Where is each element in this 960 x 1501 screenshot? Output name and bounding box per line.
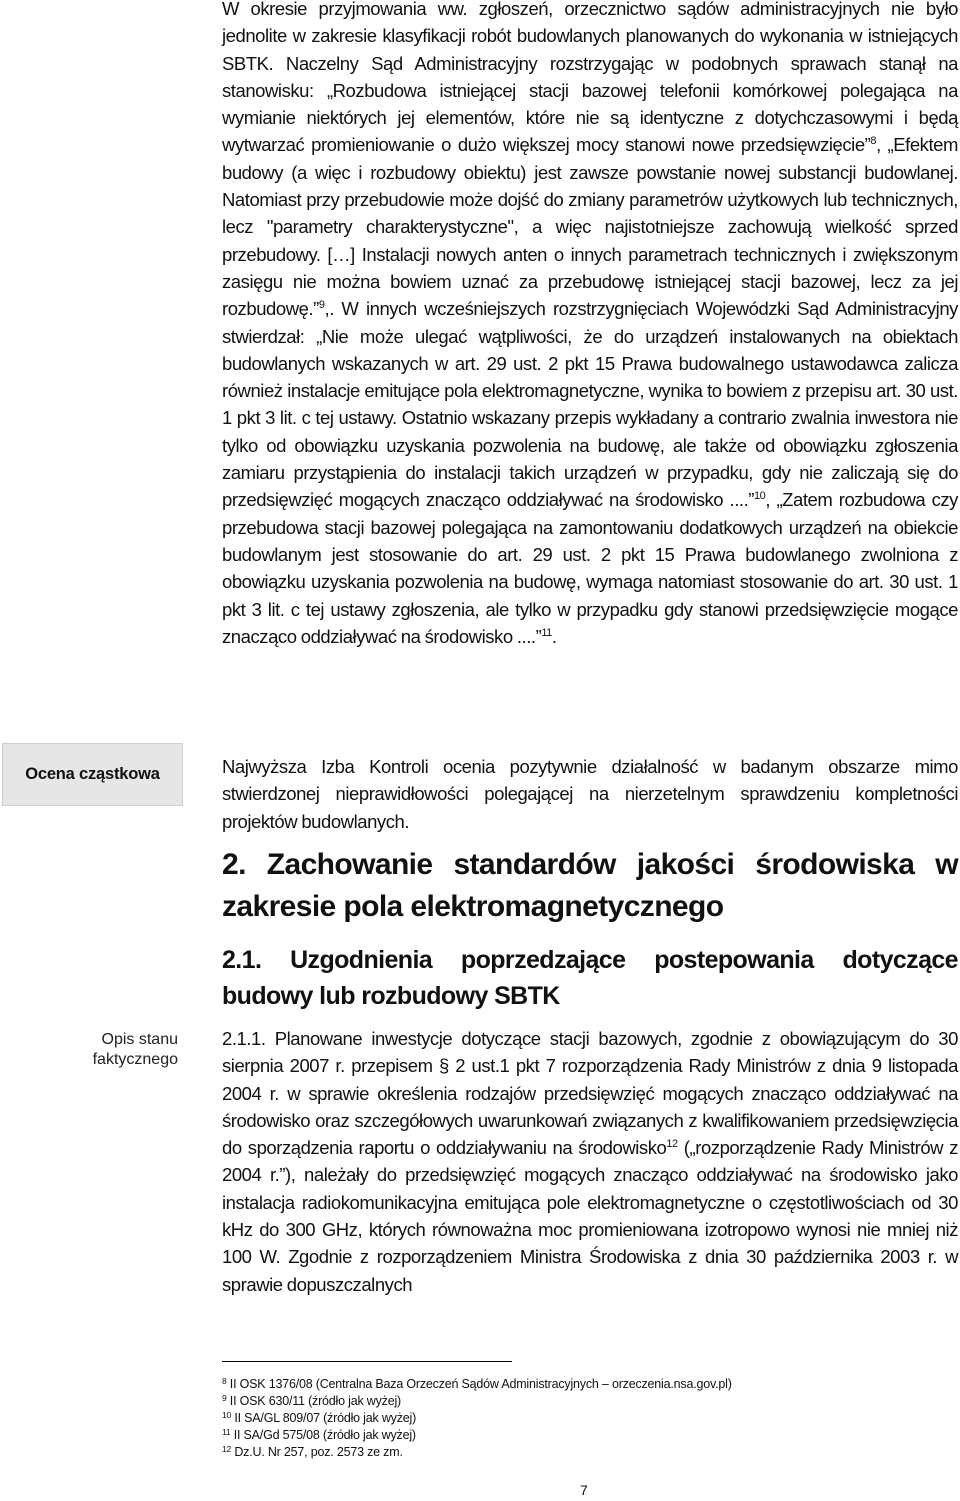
- footnote: [222, 1444, 958, 1461]
- footnote-ref-11: 11: [541, 626, 552, 639]
- footnote-ref-10: 10: [754, 490, 766, 503]
- footnote-number: 9: [222, 1393, 227, 1403]
- subsection-heading: 2.1. Uzgodnienia poprzedzające postepowania dotyczące budowy lub rozbudowy SBTK: [222, 946, 958, 1010]
- footnote-text: II SA/Gd 575/08 (źródło jak wyżej): [230, 1428, 416, 1442]
- footnotes-list: [222, 1376, 958, 1461]
- paragraph-planned-investments: [222, 1025, 958, 1298]
- paragraph-court-rulings: [222, 0, 958, 650]
- paragraph-assessment: Najwyższa Izba Kontroli ocenia pozytywnie działalność w badanym obszarze mimo stwierdzonej nieprawidłowości polegającej na nierzetelnym sprawdzeniu kompletności projektów budowlanych.: [222, 756, 958, 832]
- text-run: , „Efektem budowy (a więc i rozbudowy obiektu) jest zawsze powstanie nowej substancji budowlanej. Natomiast przy przebudowie może dojść do zmiany parametrów użytkowych lub technicznych, lecz "parametry charakterystyczne", a więc najistotniejsze zachowują wielkość sprzed przebudowy. […] Instalacji nowych anten o innych parametrach technicznych i zwiększonym zasięgu nie można bowiem uznać za przebudowę istniejącej stacji bazowej, lecz za jej rozbudowę.”: [222, 134, 958, 320]
- section-heading: 2. Zachowanie standardów jakości środowiska w zakresie pola elektromagnetycznego: [222, 848, 958, 923]
- footnote-text: II SA/GL 809/07 (źródło jak wyżej): [231, 1411, 417, 1425]
- footnote-ref-9: 9: [318, 299, 325, 312]
- footnote-text: II OSK 630/11 (źródło jak wyżej): [226, 1394, 402, 1408]
- footnote: [222, 1376, 958, 1393]
- footnote: [222, 1410, 958, 1427]
- margin-note-line1: Opis stanu: [101, 1031, 178, 1048]
- margin-note-line2: faktycznego: [92, 1051, 178, 1068]
- footnote-number: 11: [222, 1427, 231, 1437]
- text-run: 2.1.1. Planowane inwestycje dotyczące stacji bazowych, zgodnie z obowiązującym do 30 sierpnia 2007 r. przepisem § 2 ust.1 pkt 7 rozporządzenia Rady Ministrów z dnia 9 listopada 2004 r. w sprawie określenia rodzajów przedsięwzięć mogących znacząco oddziaływać na środowisko oraz szczegółowych uwarunkowań związanych z kwalifikowaniem przedsięwzięcia do sporządzenia raportu o oddziaływaniu na środowisko: [222, 1028, 958, 1159]
- text-run: („rozporządzenie Rady Ministrów z 2004 r.”), należały do przedsięwzięć mogących znacząco oddziaływać na środowisko jako instalacja radiokomunikacyjna emitująca pole elektromagnetyczne o częstotliwościach od 30 kHz do 300 GHz, których równoważna moc promieniowana izotropowo wynosi nie mniej niż 100 W. Zgodnie z rozporządzeniem Ministra Środowiska z dnia 30 października 2003 r. w sprawie dopuszczalnych: [222, 1137, 959, 1295]
- margin-note: [60, 1030, 178, 1070]
- footnote-number: 8: [222, 1376, 227, 1386]
- margin-sidebar: [0, 0, 200, 1501]
- footnote-separator: [222, 1361, 512, 1362]
- footnote-text: II OSK 1376/08 (Centralna Baza Orzeczeń Sądów Administracyjnych – orzeczenia.nsa.gov.pl): [226, 1377, 732, 1391]
- text-run: , „Zatem rozbudowa czy przebudowa stacji bazowej polegająca na zamontowaniu dodatkowych urządzeń na obiekcie budowlanym jest stosowanie do art. 29 ust. 2 pkt 15 Prawa budowlanego zwolniona z obowiązku uzyskania pozwolenia na budowę, wymaga natomiast stosowanie do art. 30 ust. 1 pkt 3 lit. c tej ustawy zgłoszenia, ale tylko w przypadku gdy stanowi przedsięwzięcie mogące znacząco oddziaływać na środowisko ....”: [222, 489, 958, 647]
- page-number: 7: [580, 1482, 588, 1498]
- text-run: ,. W innych wcześniejszych rozstrzygnięciach Wojewódzki Sąd Administracyjny stwierdzał: „Nie może ulegać wątpliwości, że do urządzeń instalowanych na obiektach budowlanych wskazanych w art. 29 ust. 2 pkt 15 Prawa budowalnego ustawodawca zalicza również instalacje emitujące pola elektromagnetyczne, wynika to bowiem z przepisu art. 30 ust. 1 pkt 3 lit. c tej ustawy. Ostatnio wskazany przepis wykładany a contrario zwalnia inwestora nie tylko od obowiązku uzyskania pozwolenia na budowę, ale także od obowiązku zgłoszenia zamiaru przystąpienia do instalacji takich urządzeń w przypadku, gdy nie zaliczają się do przedsięwzięć mogących znacząco oddziaływać na środowisko ....”: [222, 298, 958, 511]
- footnote-number: 10: [222, 1410, 232, 1420]
- section-label: Ocena cząstkowa: [25, 765, 160, 783]
- footnote-ref-8: 8: [870, 135, 877, 148]
- section-label-box: [2, 743, 183, 806]
- text-run: W okresie przyjmowania ww. zgłoszeń, orzecznictwo sądów administracyjnych nie było jednolite w zakresie klasyfikacji robót budowlanych planowanych do wykonania w istniejących SBTK. Naczelny Sąd Administracyjny rozstrzygając w podobnych sprawach stanął na stanowisku: „Rozbudowa istniejącej stacji bazowej telefonii komórkowej polegająca na wymianie niektórych jej elementów, które nie są identyczne z dotychczasowymi i będą wytwarzać promieniowanie o dużo większej mocy stanowi nowe przedsięwzięcie”: [222, 0, 958, 156]
- footnote-ref-12: 12: [666, 1138, 678, 1151]
- footnote-number: 12: [222, 1444, 232, 1454]
- footnote: [222, 1393, 958, 1410]
- footnote: [222, 1427, 958, 1444]
- text-run: .: [551, 625, 557, 647]
- footnote-text: Dz.U. Nr 257, poz. 2573 ze zm.: [231, 1445, 403, 1459]
